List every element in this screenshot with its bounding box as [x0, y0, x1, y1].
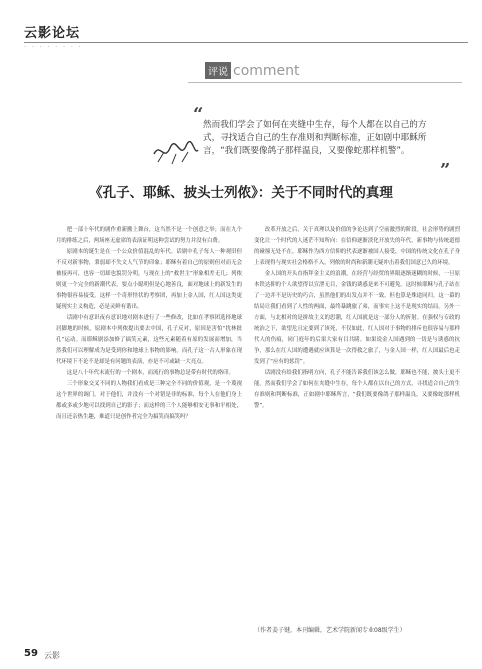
- paragraph: 原剧本的诞生是在一个公众价值混乱的年代。话剧中孔子每人一种观旧但不反对新事物，秉弱却不失文人气节的印象；耶稣有着自己的原则但对而无会被接再可，也容一切却也貌罚分明，与现在上的“救世主”形象相差无几；列侬则更一个完全的新潮代表，耍点小聪明但是心地善良，面对地球上的新发生的事物很容易接受。这样一个奇形怪状的考察团，再加上金人国，红人国这类更疑现实主义构造，必是灵鲜有谐出。: [56, 249, 242, 310]
- quote-open-mark: “: [193, 104, 204, 125]
- section-header: [24, 22, 80, 44]
- article-title: 《孔子、耶稣、披头士列侬》：关于不同时代的真理: [89, 185, 393, 201]
- paragraph: 话剧没有给我们指明方向，孔子不能告诉我们该怎么做，耶稣也不能，披头士更不能。然而我们学会了如何在夹缝中生存，每个人都在以自己的方式，寻找适合自己的生存准则和判断标准，正如剧中耶稣所言，“我们既要像鸽子那样温良，又要像蛇那样机警”。: [254, 370, 460, 409]
- header-dots: · · · · · · · ·: [24, 44, 83, 51]
- author-signature-icon: [150, 132, 200, 172]
- quote-close-mark: ”: [440, 160, 451, 181]
- right-column: [254, 225, 460, 412]
- paragraph: 三个形象交叉不同的人物我们看成是三种完全不同的价值观，是一个蔑视这个世界的调门。对于他们，并没有一个对错是非的标准，每个人在他们身上都或多或少地可以找到自己的影子；而这样的三个人能够相安无事和平相处，而且还亲热生趣，难道只是创作者完全为搞笑而搞笑吗？: [56, 381, 242, 420]
- paragraph: 把一部十年代的剧作重新搬上舞台，这当然不是一个创意之举；而在九个月的排练之后，两场座无虚席的表演证明这种尝试的努力并没有白费。: [56, 227, 242, 244]
- pull-quote: 然而我们学会了如何在夹缝中生存，每个人都在以自己的方式，寻找适合自己的生存准则和判断标准，正如剧中耶稣所言，“我们既要像鸽子那样温良，又要像蛇那样机警”。: [203, 120, 427, 156]
- section-title: 云影论坛: [24, 26, 81, 41]
- comment-badge: [205, 62, 300, 79]
- paragraph: 话剧中有意识夜有意识地对剧本进行了一些修改，比如在孝察团选择地球居脚地的时候，原剧本中列侬提出要去中国，孔子反对，原因是害怕“扰林批孔”运动。而耶稣剧添加修了搞笑元素，这些元素随着有原的发展而增加，当然我们可以理解成为是受到你和地球上事物的影响。而孔子这一古人形象在现代环境下不论不是却是有问题的表演，亦是不可或缺一大亮点。: [56, 315, 242, 365]
- paragraph: 金人国的开头直指拜金主义的浪潮，在经营与经贸的界限逐渐迷糊的时候，一旦原本铁达抑的个人欲望得以宣泄无目，金钱的诱惑是来不可避免。这时候耶稣与孔子站在了一边并不是历史的巧合，虽然他们的出发点并不一致，但也算是殊途同归。这一幕的结局让我们看到了人性的两面，最终暴跳旅了弟，而事实上这不是现实的结局。另外一方面，与北相对的是拼故主义的思潮，红人国就是这一部分人的折射。在强权与专政的统治之下，欲望危且定要到了该死，不仅如此，红人国对于事物的排斥也很容易与那样代人的伤痕，同门庭年的后果大家有目共睹。如果说金人国遇到的一切是与诱惑的抗争，那么在红人国的遭遇就应该算是一次得救之旅了，与金人国一样，红人国最后也走发到了“应有的惩罚”。: [254, 271, 460, 365]
- footer-logo: 云影: [44, 651, 60, 660]
- paragraph: 改革开放之后，关于真理以及价值的争论达到了空前激烈的阶段。社会形势的剧烈变化让一个时代的人迷茫不知所向：在信仰逐渐淡化开放失的年代，新事物与传统道德的碰撞无处不在，耶稣作为西方信仰的代表逐渐被国人接受，中国的传统文化在孔子身上表现得与现实社会格格不入，列侬的时尚和新潮无疑冲击着我们国意已久的环境。: [254, 227, 460, 266]
- badge-cn-label: 评说: [205, 62, 231, 79]
- header-divider: [24, 42, 468, 43]
- author-note: （作者姜子键，本刊编辑，艺术学院新闻专业08级学生）: [254, 627, 406, 634]
- paragraph: 这是八十年代末流行的一个剧本，而流行的事物总是带有时代的烙印。: [66, 370, 234, 376]
- badge-divider: [188, 82, 462, 83]
- badge-en-label: comment: [233, 62, 300, 79]
- left-column: [56, 225, 242, 423]
- page-number: 59: [24, 648, 38, 659]
